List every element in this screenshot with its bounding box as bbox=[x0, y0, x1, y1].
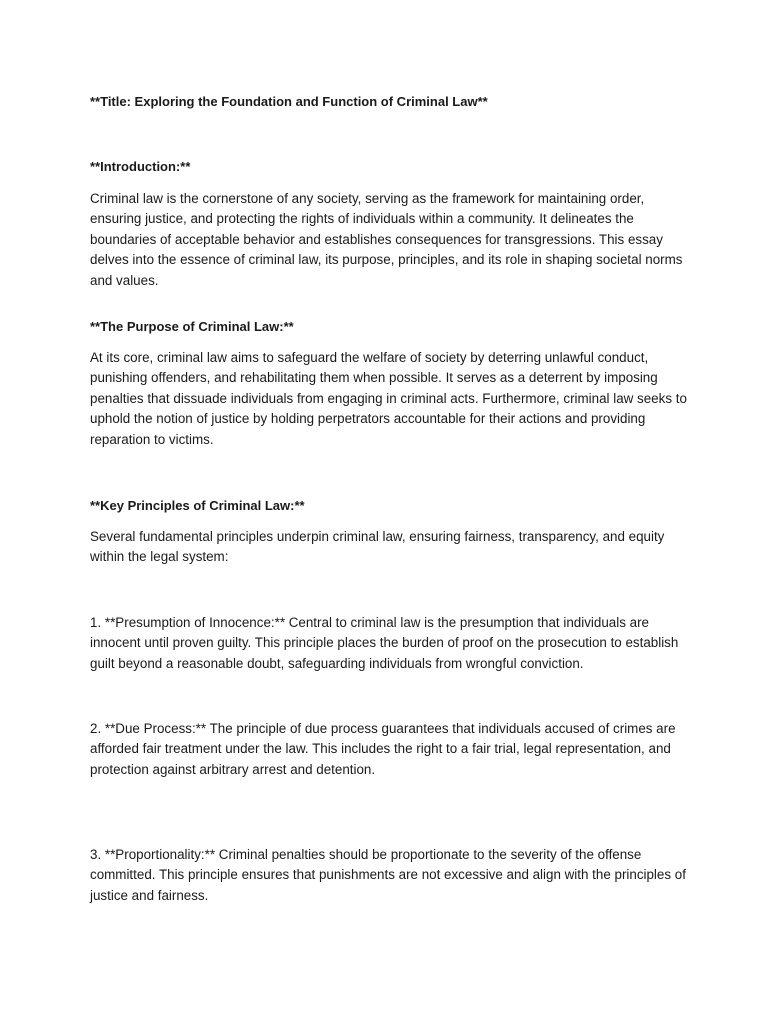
principle-item-proportionality: 3. **Proportionality:** Criminal penalties should be proportionate to the severity of the offense committed. This principle ensures that punishments are not excessive and align with the principles of justice and fairness. bbox=[90, 847, 686, 903]
introduction-heading: **Introduction:** bbox=[90, 159, 191, 174]
purpose-heading: **The Purpose of Criminal Law:** bbox=[90, 319, 294, 334]
principle-item-presumption-of-innocence: 1. **Presumption of Innocence:** Central to criminal law is the presumption that individuals are innocent until proven guilty. This principle places the burden of proof on the prosecution to establish guilt beyond a reasonable doubt, safeguarding individuals from wrongful conviction. bbox=[90, 615, 679, 671]
principles-intro-paragraph: Several fundamental principles underpin criminal law, ensuring fairness, transparency, and equity within the legal system: bbox=[90, 529, 665, 565]
introduction-paragraph: Criminal law is the cornerstone of any society, serving as the framework for maintaining order, ensuring justice, and protecting the rights of individuals within a community. It delineates the boundaries of acceptable behavior and establishes consequences for transgressions. This essay delves into the essence of criminal law, its purpose, principles, and its role in shaping societal norms and values. bbox=[90, 191, 683, 288]
principles-heading: **Key Principles of Criminal Law:** bbox=[90, 498, 305, 513]
principle-item-due-process: 2. **Due Process:** The principle of due process guarantees that individuals accused of crimes are afforded fair treatment under the law. This includes the right to a fair trial, legal representation, and protection against arbitrary arrest and detention. bbox=[90, 721, 676, 777]
purpose-paragraph: At its core, criminal law aims to safeguard the welfare of society by deterring unlawful conduct, punishing offenders, and rehabilitating them when possible. It serves as a deterrent by imposing penalties that dissuade individuals from engaging in criminal acts. Furthermore, criminal law seeks to uphold the notion of justice by holding perpetrators accountable for their actions and providing reparation to victims. bbox=[90, 350, 687, 447]
document-title: **Title: Exploring the Foundation and Function of Criminal Law** bbox=[90, 94, 488, 109]
